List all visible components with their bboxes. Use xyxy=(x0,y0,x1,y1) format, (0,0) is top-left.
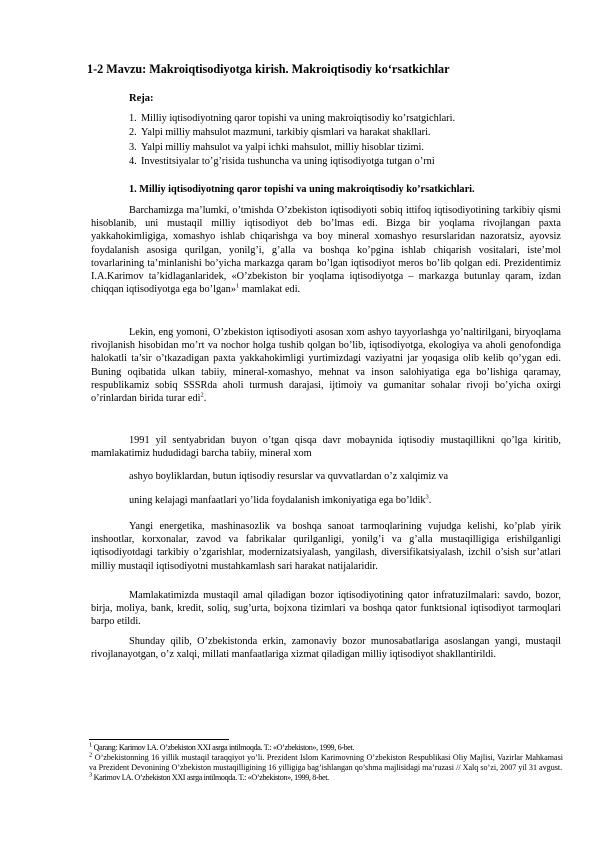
paragraph-4 xyxy=(91,470,561,483)
footnote-text: O’zbekistonning 16 yillik mustaqil taraqqiyot yo’li. Prezident Islom Karimovning O’zbekiston Respublikasi Oliy Majlisi, Vazirlar Mahkamasi va Prezident Devonining O’zbekiston mustaqilligining 16 yilligiga bag’ishlangan qo’shma majlisidagi ma’ruzasi // Xalq so’zi, 2007 yil 31 avgust. xyxy=(89,753,563,772)
footnote-text: Qarang: Karimov I.A. O’zbekiston XXI asrga intilmoqda. T.: «O’zbekiston», 1999, 6-bet. xyxy=(91,743,355,752)
footnote-divider xyxy=(89,739,229,740)
footnote xyxy=(89,743,563,753)
footnote-text: Karimov I.A. O’zbekiston XXI asrga intilmoqda. T.: «O’zbekiston», 1999, 8-bet. xyxy=(91,773,329,782)
list-item xyxy=(129,141,455,155)
list-text: Yalpi milliy mahsulot va yalpi ichki mahsulot, milliy hisoblar tizimi. xyxy=(141,141,424,153)
paragraph-7 xyxy=(91,589,561,629)
plan-list xyxy=(129,112,455,169)
paragraph-text: 1991 yil sentyabridan buyon o’tgan qisqa davr mobaynida iqtisodiy mustaqillikni qo’lga kiritib, mamlakatimiz hududidagi barcha tabiiy, mineral xom xyxy=(91,435,561,460)
list-item xyxy=(129,126,455,140)
paragraph-text: Shunday qilib, O’zbekistonda erkin, zamonaviy bozor munosabatlariga asoslangan yangi, mustaqil rivojlanayotgan, o’z xalqi, millati manfaatlariga xizmat qiladigan milliy iqtisodiyot shakllantirildi. xyxy=(91,636,561,661)
paragraph-8 xyxy=(91,635,561,661)
paragraph-3 xyxy=(91,434,561,460)
paragraph-5 xyxy=(91,494,561,507)
footnote-ref[interactable]: 1 xyxy=(235,282,240,290)
plan-heading: Reja: xyxy=(129,93,154,104)
list-number: 1. xyxy=(129,113,137,124)
paragraph-text: . xyxy=(203,393,207,405)
paragraph-2 xyxy=(91,326,561,405)
footnote xyxy=(89,773,563,783)
footnote-mark: 3 xyxy=(89,771,92,779)
footnote xyxy=(89,753,563,773)
list-text: Milliy iqtisodiyotning qaror topishi va uning makroiqtisodiy ko’rsatgichlari. xyxy=(141,113,456,124)
list-number: 2. xyxy=(129,127,137,139)
footnote-mark: 2 xyxy=(89,751,93,759)
paragraph-text: mamlakat edi. xyxy=(239,284,301,296)
paragraph-text: Mamlakatimizda mustaqil amal qiladigan bozor iqtisodiyotining qator infratuzilmalari: savdo, bozor, birja, moliya, bank, kredit, soliq, sug’urta, bojxona tizimlari va boshqa qator funktsional iqtisodiyot tarmoqlari barpo etildi. xyxy=(91,590,561,628)
page-title: 1-2 Mavzu: Makroiqtisodiyotga kirish. Makroiqtisodiy ko‘rsatkichlar xyxy=(87,62,450,76)
paragraph-6 xyxy=(91,520,561,573)
list-number: 3. xyxy=(129,141,137,153)
paragraph-text: Yangi energetika, mashinasozlik va boshqa sanoat tarmoqlarining vujudga kelishi, ko’plab yirik inshootlar, korxonalar, zavod va fabrikalar qurilganligi, yonilg’i va g’alla mustaqilligiga erishilganligi iqtisodiyotdagi tarkibiy o’zgarishlar, modernizatsiyalash, yangilash, diversifikatsiyalash, izchil o’sish sur’atlari milliy mustaqil iqtisodiyotni mustahkamlash sari harakat natijalaridir. xyxy=(91,521,561,572)
list-text: Investitsiyalar to’g’risida tushuncha va uning iqtisodiyotga tutgan o’rni xyxy=(141,155,435,167)
list-text: Yalpi milliy mahsulot mazmuni, tarkibiy qismlari va harakat shakllari. xyxy=(141,127,431,139)
paragraph-text: ashyo boyliklardan, butun iqtisodiy resurslar va quvvatlardan o’z xalqimiz va xyxy=(129,471,449,482)
paragraph-text: . xyxy=(428,495,432,506)
footnote-ref[interactable]: 2 xyxy=(200,391,204,399)
footnote-mark: 1 xyxy=(89,741,92,749)
footnotes xyxy=(89,743,563,783)
paragraph-1 xyxy=(91,204,561,296)
list-number: 4. xyxy=(129,155,137,167)
paragraph-text: Lekin, eng yomoni, O’zbekiston iqtisodiyoti asosan xom ashyo tayyorlashga yo’naltirilgani, biryoqlama rivojlanish hisobidan mo’rt va nochor holga tushib qolgan bo’lib, iqtisodiyotga, ekologiya va aholi genofondiga halokatli ta’sir o’tkazadigan paxta yakkahokimligi yurtimizdagi vaziyatni jar yoqasiga olib kelib qo’ygan edi. Buning oqibatida ulkan tabiiy, mineral-xomashyo, mehnat va inson salohiyatiga ega bo’lishiga qaramay, respublikamiz sobiq SSSRda aholi turmush darajasi, ijtimoiy va gumanitar sohalar rivoji bo’yicha oxirgi o’rinlardan birida turar edi xyxy=(91,327,561,405)
list-item xyxy=(129,155,455,169)
paragraph-text: uning kelajagi manfaatlari yo’lida foydalanish imkoniyatiga ega bo’ldik xyxy=(129,495,426,506)
footnote-ref[interactable]: 3 xyxy=(425,493,429,501)
list-item xyxy=(129,112,455,126)
paragraph-text: Barchamizga ma’lumki, o’tmishda O’zbekiston iqtisodiyoti sobiq ittifoq iqtisodiyotining tarkibiy qismi hisoblanib, uni mustaqil milliy iqtisodiyot deb bo’lmas edi. Bizga bir yoqlama rivojlangan paxta yakkahokimligiga, xomashyo ishlab chiqarishga va boy mineral xomashyo resurslaridan nazoratsiz, ayovsiz foydalanish asosiga qurilgan, yonilg’i, g’alla va boshqa ko’pgina ishlab chiqarish vositalari, iste’mol tovarlarining ta’minlanishi bo’yicha markazga qaram bo’lgan iqtisodiyot meros bo’lib qolgan edi. Prezidentimiz I.A.Karimov ta’kidlaganlaridek, «O’zbekiston bir yoqlama iqtisodiyotga – markazga butunlay qaram, izdan chiqqan iqtisodiyotga ega bo’lgan» xyxy=(91,205,561,296)
section-heading: 1. Milliy iqtisodiyotning qaror topishi va uning makroiqtisodiy ko’rsatkichlari. xyxy=(129,184,475,195)
